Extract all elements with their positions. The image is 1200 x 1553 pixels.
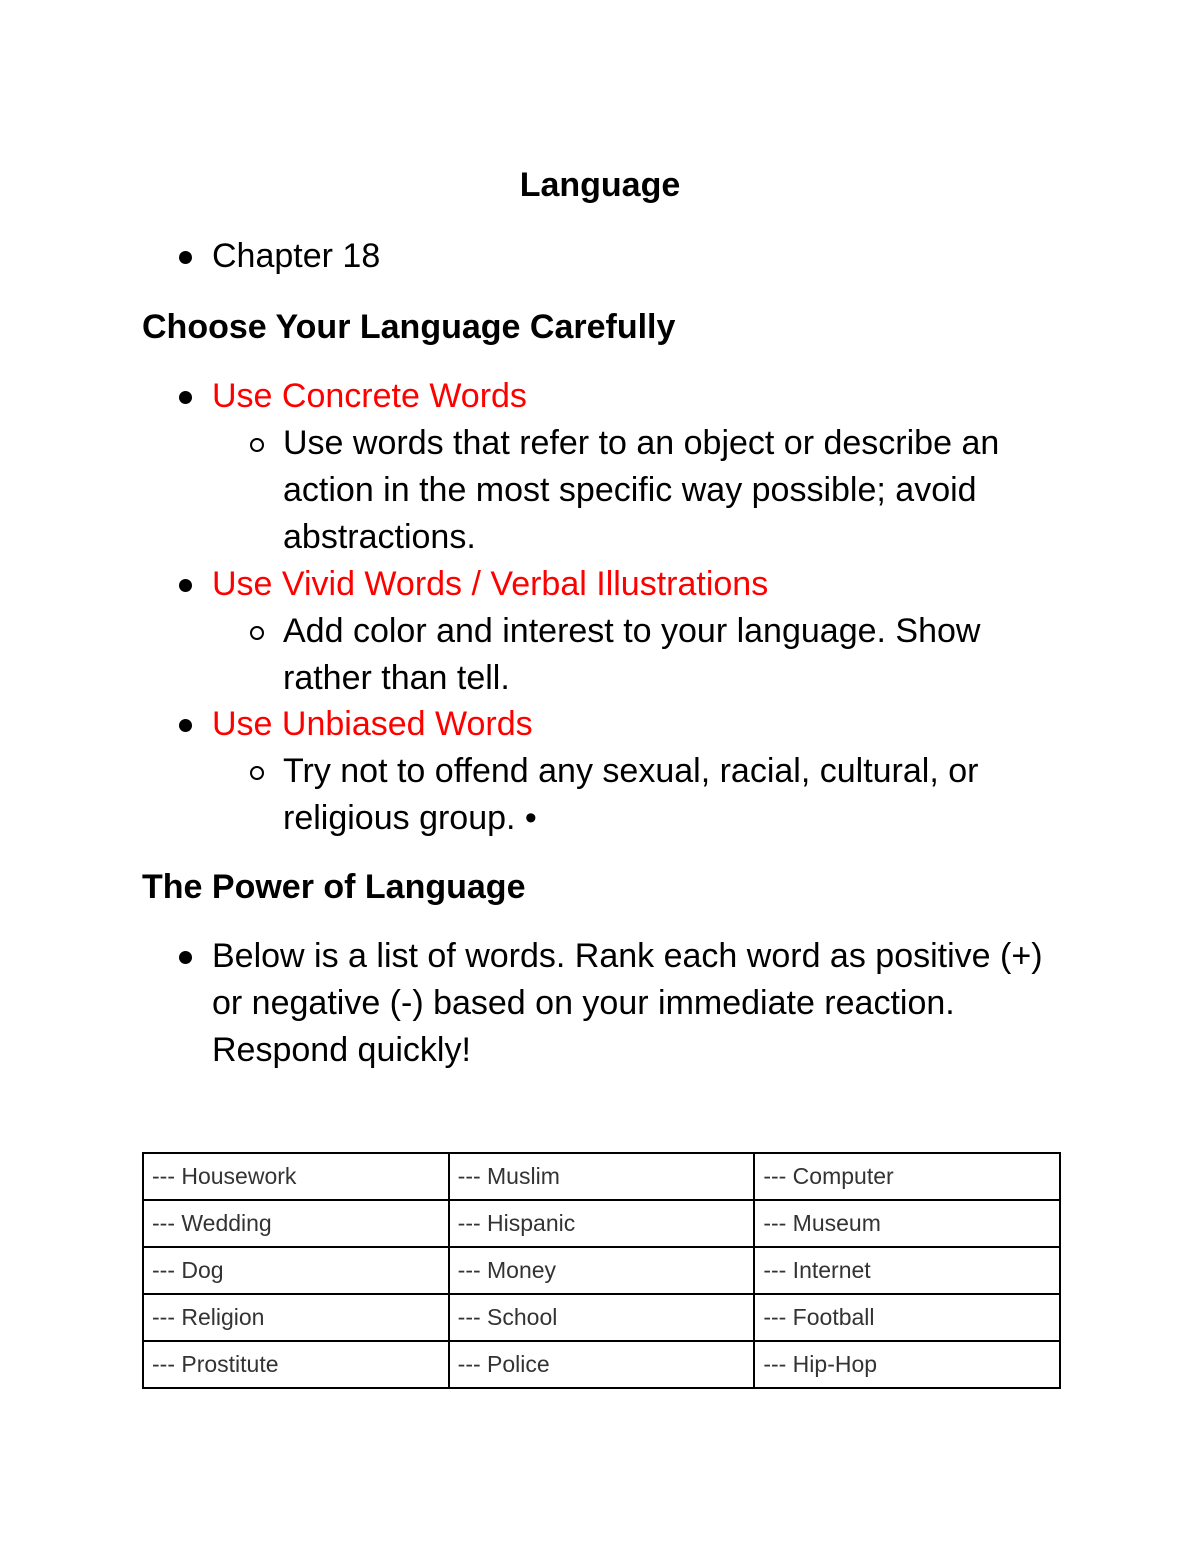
sub-bullet-unbiased-words: Try not to offend any sexual, racial, cultural, or religious group. • (283, 748, 1043, 842)
table-cell: --- Police (449, 1341, 755, 1388)
section-heading-choose-language: Choose Your Language Carefully (142, 308, 676, 346)
bullet-instruction: Below is a list of words. Rank each word as positive (+) or negative (-) based on your immediate reaction. Respond quickly! (212, 933, 1062, 1074)
table-row (143, 1153, 1060, 1200)
table-cell: --- Football (754, 1294, 1060, 1341)
chapter-bullet: Chapter 18 (212, 233, 1062, 280)
table-row (143, 1294, 1060, 1341)
bullet-concrete-words: Use Concrete Words (212, 373, 1062, 420)
table-cell: --- Hispanic (449, 1200, 755, 1247)
bullet-vivid-words: Use Vivid Words / Verbal Illustrations (212, 561, 1062, 608)
table-cell: --- Internet (754, 1247, 1060, 1294)
table-cell: --- Housework (143, 1153, 449, 1200)
table-cell: --- Muslim (449, 1153, 755, 1200)
table-cell: --- Wedding (143, 1200, 449, 1247)
bullet-unbiased-words: Use Unbiased Words (212, 701, 1062, 748)
table-row (143, 1200, 1060, 1247)
table-cell: --- Hip-Hop (754, 1341, 1060, 1388)
table-cell: --- Prostitute (143, 1341, 449, 1388)
table-row (143, 1247, 1060, 1294)
table-cell: --- Money (449, 1247, 755, 1294)
table-cell: --- Dog (143, 1247, 449, 1294)
sub-bullet-concrete-words: Use words that refer to an object or describe an action in the most specific way possible; avoid abstractions. (283, 420, 1043, 561)
section-heading-power-of-language: The Power of Language (142, 868, 526, 906)
table-row (143, 1341, 1060, 1388)
word-ranking-table (142, 1152, 1061, 1389)
table-cell: --- Museum (754, 1200, 1060, 1247)
table-cell: --- School (449, 1294, 755, 1341)
table-cell: --- Religion (143, 1294, 449, 1341)
sub-bullet-vivid-words: Add color and interest to your language. Show rather than tell. (283, 608, 1043, 702)
table-cell: --- Computer (754, 1153, 1060, 1200)
page-title: Language (519, 166, 681, 204)
